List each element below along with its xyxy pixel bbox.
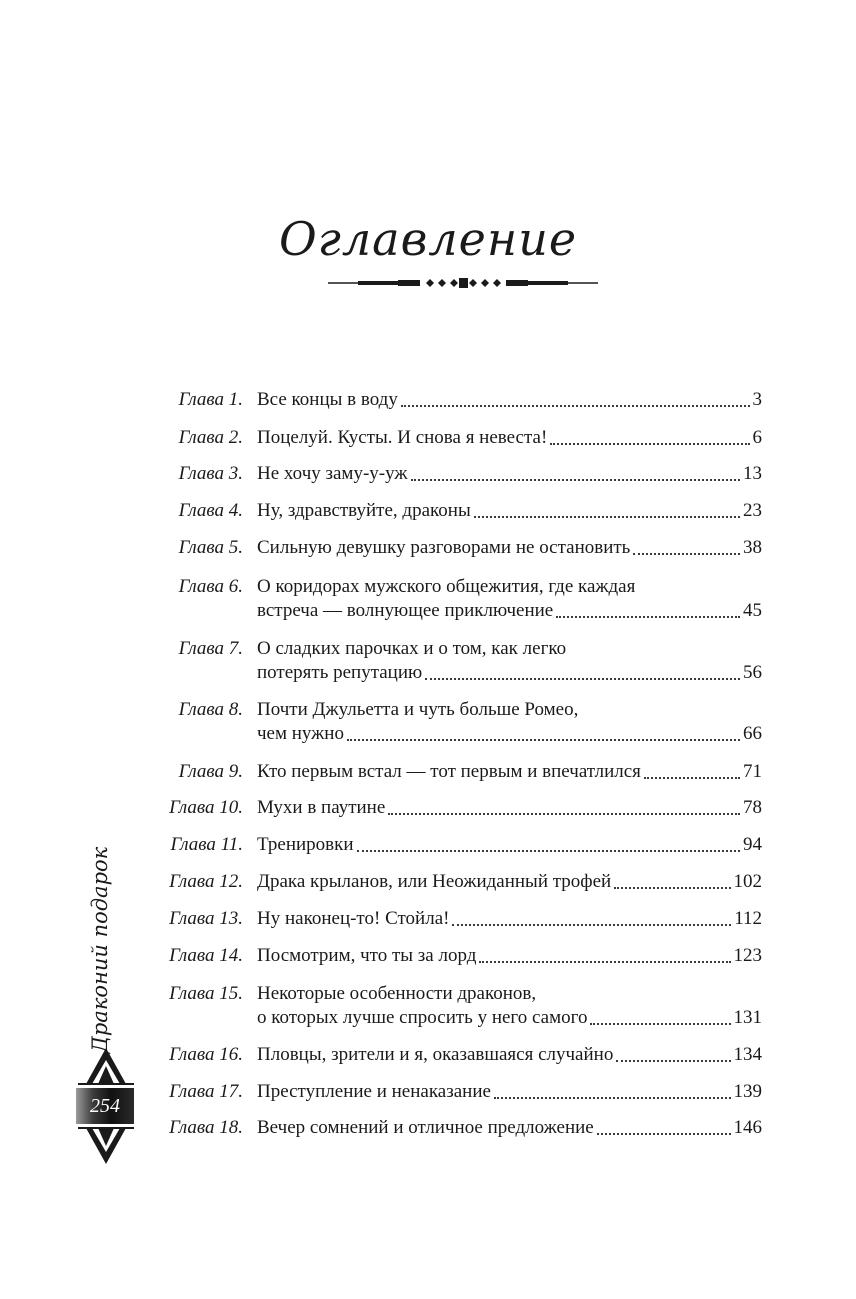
chapter-label: Глава 14. [169, 945, 243, 966]
chapter-label: Глава 5. [178, 537, 243, 558]
toc-entry[interactable] [0, 982, 856, 1030]
chapter-label: Глава 1. [178, 389, 243, 410]
chapter-label: Глава 3. [178, 463, 243, 484]
toc-entry[interactable] [0, 426, 856, 450]
chapter-title: Сильную девушку разговорами не остановить [257, 537, 631, 558]
dot-leader [616, 1043, 730, 1062]
dot-leader [479, 944, 730, 963]
page-title: Оглавление [278, 212, 578, 266]
page-ref: 66 [743, 723, 762, 744]
toc-entry[interactable] [0, 698, 856, 746]
chapter-title: О коридорах мужского общежития, где каждая [257, 576, 636, 597]
chapter-label: Глава 8. [178, 699, 243, 720]
dot-leader [633, 536, 740, 555]
toc-entry[interactable] [0, 870, 856, 894]
page-ref: 45 [743, 600, 762, 621]
page-ref: 56 [743, 662, 762, 683]
chapter-title: Некоторые особенности драконов, [257, 983, 537, 1004]
toc-entry[interactable] [0, 462, 856, 486]
chapter-title: Посмотрим, что ты за лорд [257, 945, 477, 966]
toc-entry[interactable] [0, 796, 856, 820]
page-ref: 112 [734, 908, 762, 929]
chapter-title: Мухи в паутине [257, 797, 386, 818]
dot-leader [347, 722, 740, 741]
chapter-title: Пловцы, зрители и я, оказавшаяся случайно [257, 1044, 614, 1065]
chapter-title: потерять репутацию [257, 662, 423, 683]
chapter-title: Кто первым встал — тот первым и впечатлился [257, 761, 641, 782]
chapter-title: Не хочу заму-у-уж [257, 463, 408, 484]
page-ref: 78 [743, 797, 762, 818]
chapter-label: Глава 4. [178, 500, 243, 521]
page-ref: 13 [743, 463, 762, 484]
dot-leader [425, 661, 740, 680]
dot-leader [597, 1116, 731, 1135]
dot-leader [452, 907, 731, 926]
toc-entry[interactable] [0, 907, 856, 931]
dot-leader [401, 388, 750, 407]
chapter-label: Глава 11. [170, 834, 243, 855]
chapter-label: Глава 17. [169, 1081, 243, 1102]
page-ref: 3 [752, 389, 762, 410]
toc-entry[interactable] [0, 536, 856, 560]
toc-entry[interactable] [0, 944, 856, 968]
chapter-label: Глава 2. [178, 427, 243, 448]
chapter-title: встреча — волнующее приключение [257, 600, 554, 621]
page-ref: 71 [743, 761, 762, 782]
chapter-title: чем нужно [257, 723, 344, 744]
dot-leader [474, 499, 740, 518]
chapter-title: о которых лучше спросить у него самого [257, 1007, 588, 1028]
chapter-label: Глава 9. [178, 761, 243, 782]
running-book-title: Драконий подарок [88, 846, 112, 1053]
chapter-label: Глава 6. [178, 576, 243, 597]
dot-leader [590, 1006, 730, 1025]
page-ref: 6 [752, 427, 762, 448]
chapter-label: Глава 10. [169, 797, 243, 818]
dot-leader [614, 870, 730, 889]
dot-leader [644, 760, 740, 779]
page-ref: 134 [733, 1044, 762, 1065]
dot-leader [550, 426, 749, 445]
page-ref: 23 [743, 500, 762, 521]
page-ref: 146 [733, 1117, 762, 1138]
chapter-title: Вечер сомнений и отличное предложение [257, 1117, 594, 1138]
chapter-title: Поцелуй. Кусты. И снова я невеста! [257, 427, 548, 448]
title-divider-ornament [328, 272, 598, 294]
chapter-title: Почти Джульетта и чуть больше Ромео, [257, 699, 579, 720]
toc-entry[interactable] [0, 499, 856, 523]
toc-entry[interactable] [0, 388, 856, 412]
dot-leader [556, 599, 740, 618]
dot-leader [388, 796, 740, 815]
chapter-title: Ну наконец-то! Стойла! [257, 908, 450, 929]
page-number-bottom-ornament [76, 1126, 136, 1166]
chapter-label: Глава 12. [169, 871, 243, 892]
chapter-title: Драка крыланов, или Неожиданный трофей [257, 871, 612, 892]
dot-leader [494, 1080, 731, 1099]
page-number-top-ornament [76, 1046, 136, 1086]
page-number: 254 [76, 1088, 134, 1124]
chapter-title: Ну, здравствуйте, драконы [257, 500, 471, 521]
toc-entry[interactable] [0, 637, 856, 685]
chapter-label: Глава 15. [169, 983, 243, 1004]
chapter-label: Глава 16. [169, 1044, 243, 1065]
toc-entry[interactable] [0, 833, 856, 857]
chapter-title: Преступление и ненаказание [257, 1081, 491, 1102]
page-ref: 94 [743, 834, 762, 855]
dot-leader [357, 833, 740, 852]
chapter-title: Все концы в воду [257, 389, 398, 410]
chapter-label: Глава 7. [178, 638, 243, 659]
toc-entry[interactable] [0, 575, 856, 623]
dot-leader [411, 462, 741, 481]
chapter-label: Глава 13. [169, 908, 243, 929]
page-ref: 102 [733, 871, 762, 892]
toc-entry[interactable] [0, 760, 856, 784]
page-ref: 123 [733, 945, 762, 966]
page-ref: 38 [743, 537, 762, 558]
page-ref: 131 [733, 1007, 762, 1028]
chapter-title: О сладких парочках и о том, как легко [257, 638, 567, 659]
page-ref: 139 [733, 1081, 762, 1102]
chapter-title: Тренировки [257, 834, 354, 855]
chapter-label: Глава 18. [169, 1117, 243, 1138]
